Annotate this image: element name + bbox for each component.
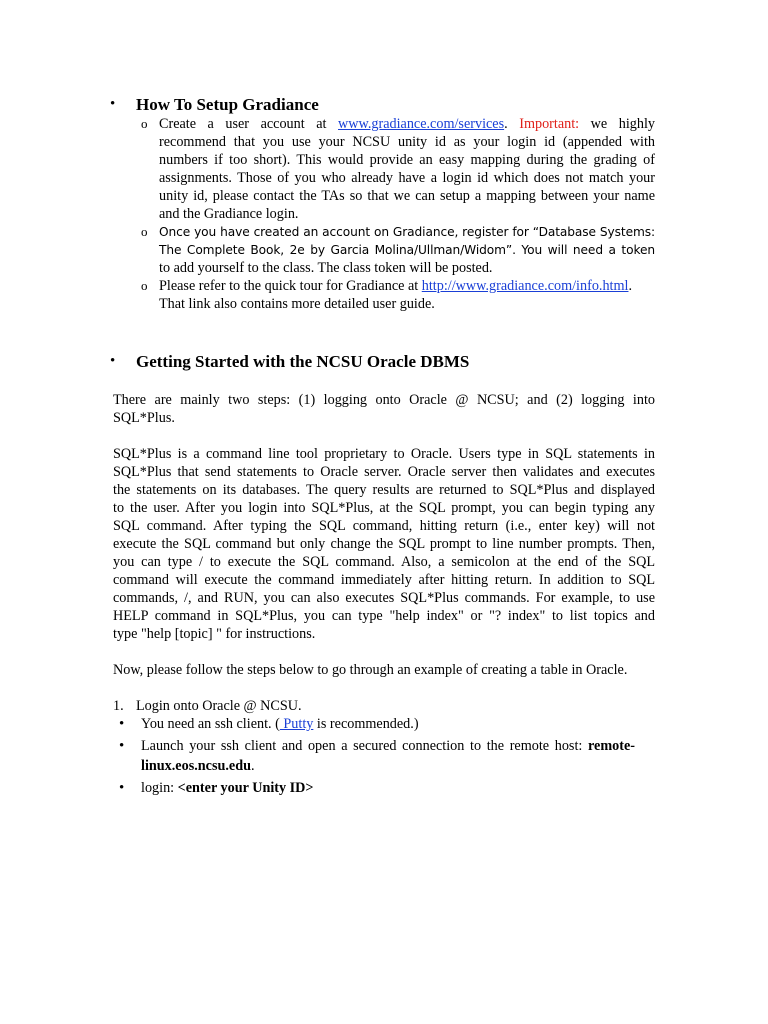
section-bullet: • xyxy=(110,353,116,369)
step-bullet: • xyxy=(119,780,125,796)
gradiance-item1-line2: recommend that you use your NCSU unity id as your login id (appended with xyxy=(159,134,655,150)
sqlplus-para-line11: type "help [topic] " for instructions. xyxy=(113,626,316,642)
sqlplus-para-line2: SQL*Plus that send statements to Oracle server. Oracle server then validates and executes xyxy=(113,464,655,480)
sqlplus-para-line6: execute the SQL command but only change the SQL prompt to line number prompts. Then, xyxy=(113,536,655,552)
gradiance-item1-line6: and the Gradiance login. xyxy=(159,206,299,222)
sub-bullet: o xyxy=(141,278,148,293)
sqlplus-para-line9: commands, /, and RUN, you can also executes SQL*Plus commands. For example, to use xyxy=(113,590,655,606)
sqlplus-para-line10: HELP command in SQL*Plus, you can type "help index" or "? index" to list topics and xyxy=(113,608,655,624)
sqlplus-para-line4: to the user. After you login into SQL*Plus, at the SQL prompt, you can begin typing any xyxy=(113,500,655,516)
step1-bullet1: You need an ssh client. ( Putty is recommended.) xyxy=(141,716,419,732)
gradiance-item2-line2: The Complete Book, 2e by Garcia Molina/Ullman/Widom”. You will need a token xyxy=(159,243,655,257)
section-heading-oracle: Getting Started with the NCSU Oracle DBMS xyxy=(136,352,470,371)
remote-host-text: remote- xyxy=(588,738,635,754)
gradiance-services-link[interactable]: www.gradiance.com/services xyxy=(338,116,505,132)
step1-label: Login onto Oracle @ NCSU. xyxy=(136,698,302,714)
sqlplus-para-line1: SQL*Plus is a command line tool proprietary to Oracle. Users type in SQL statements in xyxy=(113,446,655,462)
step1-number: 1. xyxy=(113,698,124,714)
gradiance-item1-line1: Create a user account at www.gradiance.com/services. Important: we highly xyxy=(159,116,655,132)
gradiance-info-link[interactable]: http://www.gradiance.com/info.html xyxy=(421,278,629,294)
oracle-intro-line1: There are mainly two steps: (1) logging onto Oracle @ NCSU; and (2) logging into xyxy=(113,392,655,408)
gradiance-item1-line5: unity id, please contact the TAs so that we can setup a mapping between your name xyxy=(159,188,655,204)
step1-bullet2-line1: Launch your ssh client and open a secured connection to the remote host: remote- xyxy=(141,738,635,754)
step-bullet: • xyxy=(119,716,125,732)
gradiance-item3-line1: Please refer to the quick tour for Gradiance at http://www.gradiance.com/info.html. xyxy=(159,278,633,294)
follow-steps-line: Now, please follow the steps below to go through an example of creating a table in Oracle. xyxy=(113,662,628,678)
sqlplus-para-line8: command will execute the command immediately after hitting return. In addition to SQL xyxy=(113,572,655,588)
sub-bullet: o xyxy=(141,224,148,239)
step-bullet: • xyxy=(119,738,125,754)
section-heading-gradiance: How To Setup Gradiance xyxy=(136,95,319,114)
step1-bullet2-line2: linux.eos.ncsu.edu. xyxy=(141,758,255,774)
sqlplus-para-line5: SQL command. After typing the SQL command, hitting return (i.e., enter key) will not xyxy=(113,518,655,534)
unity-id-placeholder: <enter your Unity ID> xyxy=(177,780,314,796)
sqlplus-para-line3: the statements on its databases. The query results are returned to SQL*Plus and displayed xyxy=(113,482,655,498)
gradiance-item1-line4: assignments. Those of you who already have a login id which does not match your xyxy=(159,170,655,186)
important-label: Important: xyxy=(519,116,580,132)
section-bullet: • xyxy=(110,96,116,112)
step1-bullet3: login: <enter your Unity ID> xyxy=(141,780,314,796)
gradiance-item2-line1: Once you have created an account on Gradiance, register for “Database Systems: xyxy=(159,225,655,239)
putty-link[interactable]: Putty xyxy=(279,716,314,732)
gradiance-item3-line2: That link also contains more detailed user guide. xyxy=(159,296,435,312)
gradiance-item1-line3: numbers if too short). This would provide an easy mapping during the grading of xyxy=(159,152,655,168)
oracle-intro-line2: SQL*Plus. xyxy=(113,410,175,426)
sqlplus-para-line7: you can type / to execute the SQL command. Also, a semicolon at the end of the SQL xyxy=(113,554,655,570)
gradiance-item2-line3: to add yourself to the class. The class token will be posted. xyxy=(159,260,493,276)
sub-bullet: o xyxy=(141,116,148,131)
